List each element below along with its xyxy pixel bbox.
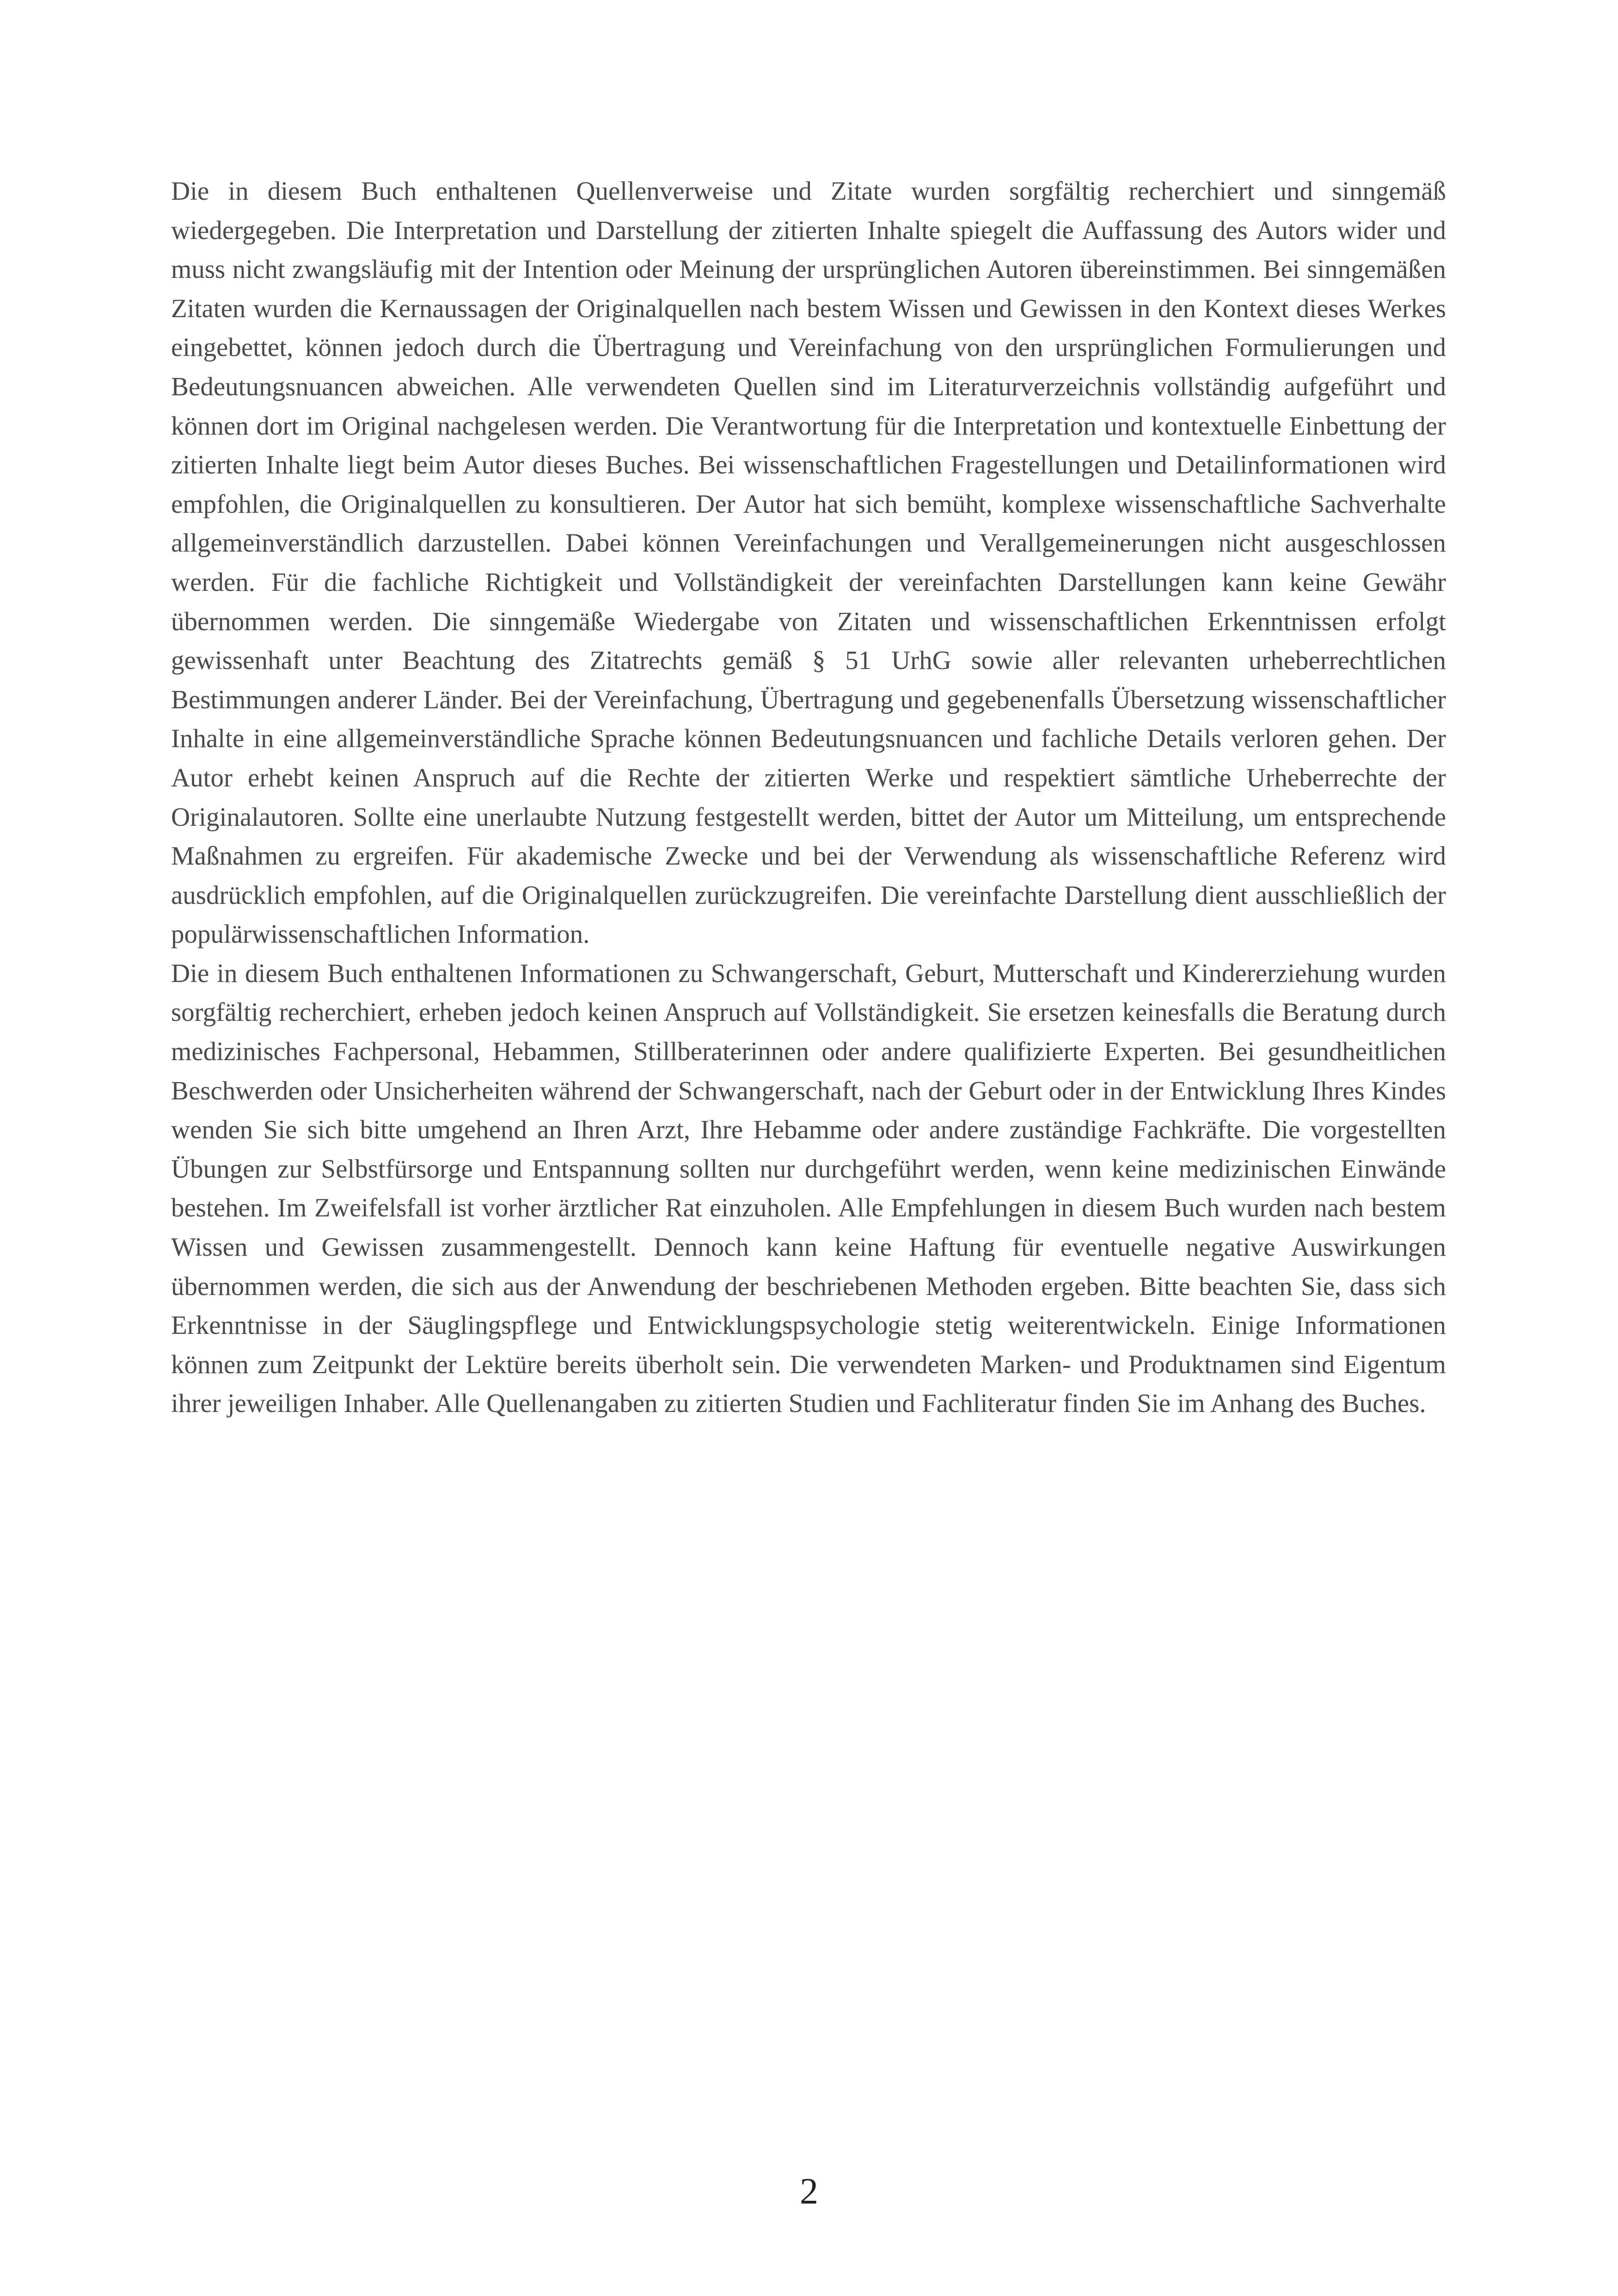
page-number: 2: [800, 2171, 818, 2212]
paragraph-medical-disclaimer: Die in diesem Buch enthaltenen Informationen zu Schwangerschaft, Geburt, Mutterschaft und Kindererziehung wurden sorgfältig recherchiert, erheben jedoch keinen Anspruch auf Vollständigkeit. Sie ersetzen keinesfalls die Beratung durch medizinisches Fachpersonal, Hebammen, Stillberaterinnen oder andere qualifizierte Experten. Bei gesundheitlichen Beschwerden oder Unsicherheiten während der Schwangerschaft, nach der Geburt oder in der Entwicklung Ihres Kindes wenden Sie sich bitte umgehend an Ihren Arzt, Ihre Hebamme oder andere zuständige Fachkräfte. Die vorgestellten Übungen zur Selbstfürsorge und Entspannung sollten nur durchgeführt werden, wenn keine medizinischen Einwände bestehen. Im Zweifelsfall ist vorher ärztlicher Rat einzuholen. Alle Empfehlungen in diesem Buch wurden nach bestem Wissen und Gewissen zusammengestellt. Dennoch kann keine Haftung für eventuelle negative Auswirkungen übernommen werden, die sich aus der Anwendung der beschriebenen Methoden ergeben. Bitte beachten Sie, dass sich Erkenntnisse in der Säuglingspflege und Entwicklungspsychologie stetig weiterentwickeln. Einige Informationen können zum Zeitpunkt der Lektüre bereits überholt sein. Die verwendeten Marken- und Produktnamen sind Eigentum ihrer jeweiligen Inhaber. Alle Quellenangaben zu zitierten Studien und Fachliteratur finden Sie im Anhang des Buches.: [171, 958, 1446, 1418]
body-text: [171, 172, 1446, 1424]
paragraph-source-citations-disclaimer: Die in diesem Buch enthaltenen Quellenverweise und Zitate wurden sorgfältig recherchiert und sinngemäß wiedergegeben. Die Interpretation und Darstellung der zitierten Inhalte spiegelt die Auffassung des Autors wider und muss nicht zwangsläufig mit der Intention oder Meinung der ursprünglichen Autoren übereinstimmen. Bei sinngemäßen Zitaten wurden die Kernaussagen der Originalquellen nach bestem Wissen und Gewissen in den Kontext dieses Werkes eingebettet, können jedoch durch die Übertragung und Vereinfachung von den ursprünglichen Formulierungen und Bedeutungsnuancen abweichen. Alle verwendeten Quellen sind im Literaturverzeichnis vollständig aufgeführt und können dort im Original nachgelesen werden. Die Verantwortung für die Interpretation und kontextuelle Einbettung der zitierten Inhalte liegt beim Autor dieses Buches. Bei wissenschaftlichen Fragestellungen und Detailinformationen wird empfohlen, die Originalquellen zu konsultieren. Der Autor hat sich bemüht, komplexe wissenschaftliche Sachverhalte allgemeinverständlich darzustellen. Dabei können Vereinfachungen und Verallgemeinerungen nicht ausgeschlossen werden. Für die fachliche Richtigkeit und Vollständigkeit der vereinfachten Darstellungen kann keine Gewähr übernommen werden. Die sinngemäße Wiedergabe von Zitaten und wissenschaftlichen Erkenntnissen erfolgt gewissenhaft unter Beachtung des Zitatrechts gemäß § 51 UrhG sowie aller relevanten urheberrechtlichen Bestimmungen anderer Länder. Bei der Vereinfachung, Übertragung und gegebenenfalls Übersetzung wissenschaftlicher Inhalte in eine allgemeinverständliche Sprache können Bedeutungsnuancen und fachliche Details verloren gehen. Der Autor erhebt keinen Anspruch auf die Rechte der zitierten Werke und respektiert sämtliche Urheberrechte der Originalautoren. Sollte eine unerlaubte Nutzung festgestellt werden, bittet der Autor um Mitteilung, um entsprechende Maßnahmen zu ergreifen. Für akademische Zwecke und bei der Verwendung als wissenschaftliche Referenz wird ausdrücklich empfohlen, auf die Originalquellen zurückzugreifen. Die vereinfachte Darstellung dient ausschließlich der populärwissenschaftlichen Information.: [171, 177, 1446, 949]
